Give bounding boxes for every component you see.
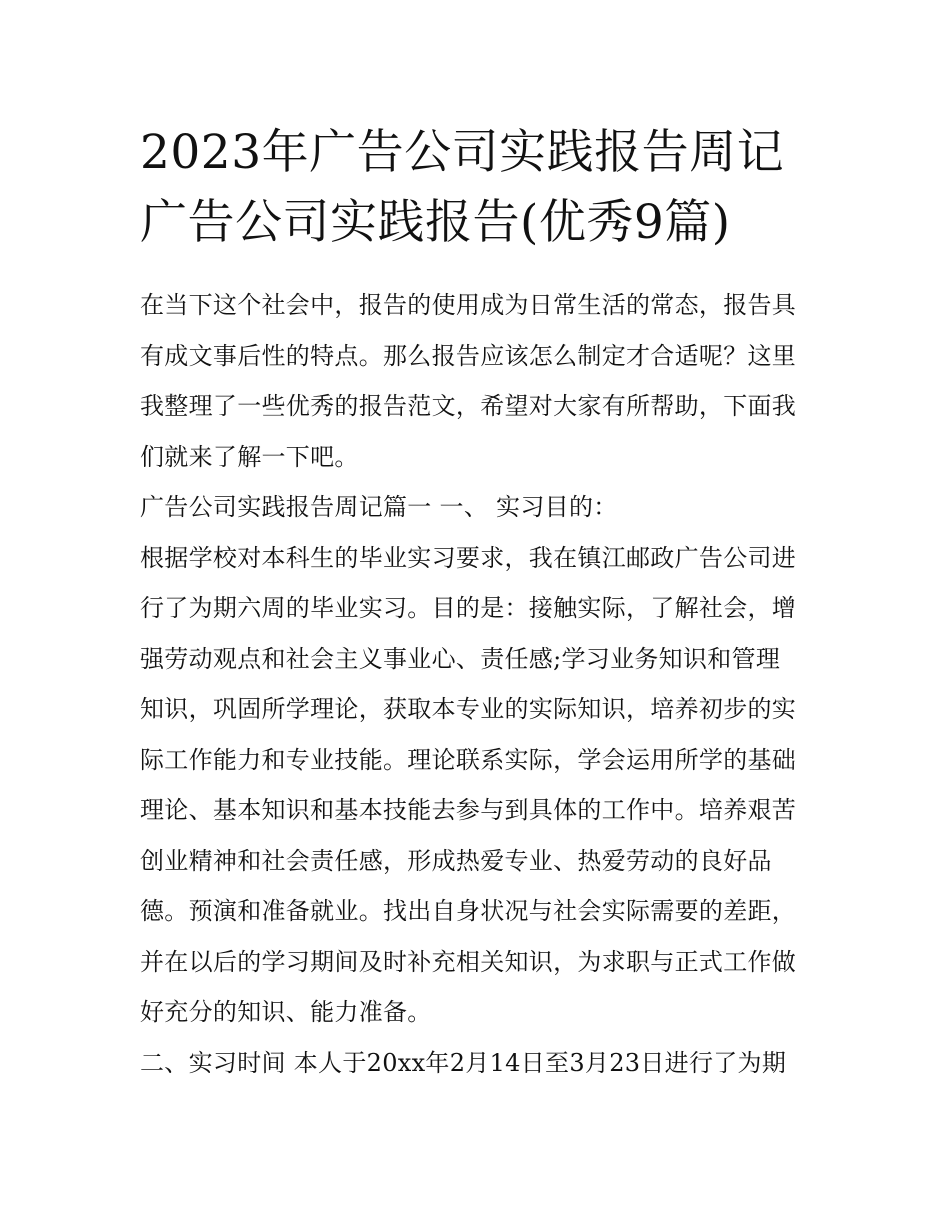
text-line: 好充分的知识、能力准备。 (140, 998, 432, 1026)
title-line-1: 2023年广告公司实践报告周记 (140, 125, 785, 180)
text-line: 根据学校对本科生的毕业实习要求，我在镇江邮政广告公司进 (140, 543, 797, 572)
intro-paragraph (140, 280, 820, 482)
text-line: 理论、基本知识和基本技能去参与到具体的工作中。培养艰苦 (140, 796, 797, 824)
text-line: 有成文事后性的特点。那么报告应该怎么制定才合适呢？这里 (140, 341, 797, 370)
text-line: 二、实习时间 本人于20xx年2月14日至3月23日进行了为期 (140, 1048, 787, 1077)
text-line: 创业精神和社会责任感，形成热爱专业、热爱劳动的良好品 (140, 846, 772, 875)
text-line: 知识，巩固所学理论，获取本专业的实际知识，培养初步的实 (140, 695, 797, 723)
text-line: 德。预演和准备就业。找出自身状况与社会实际需要的差距， (140, 897, 797, 925)
text-line: 在当下这个社会中，报告的使用成为日常生活的常态，报告具 (140, 291, 797, 319)
section-heading-paragraph (140, 482, 820, 533)
document-body (140, 280, 820, 1088)
internship-time-paragraph (140, 1038, 820, 1089)
text-line: 广告公司实践报告周记篇一 一、 实习目的： (140, 493, 618, 521)
title-line-2: 广告公司实践报告(优秀9篇) (140, 195, 731, 250)
text-line: 行了为期六周的毕业实习。目的是：接触实际，了解社会，增 (140, 594, 797, 622)
text-line: 我整理了一些优秀的报告范文，希望对大家有所帮助，下面我 (140, 392, 797, 420)
purpose-paragraph (140, 533, 820, 1038)
text-line: 并在以后的学习期间及时补充相关知识，为求职与正式工作做 (140, 947, 797, 976)
text-line: 强劳动观点和社会主义事业心、责任感;学习业务知识和管理 (140, 644, 781, 673)
text-line: 际工作能力和专业技能。理论联系实际，学会运用所学的基础 (140, 745, 797, 774)
document-title (140, 118, 820, 258)
text-line: 们就来了解一下吧。 (140, 442, 359, 471)
